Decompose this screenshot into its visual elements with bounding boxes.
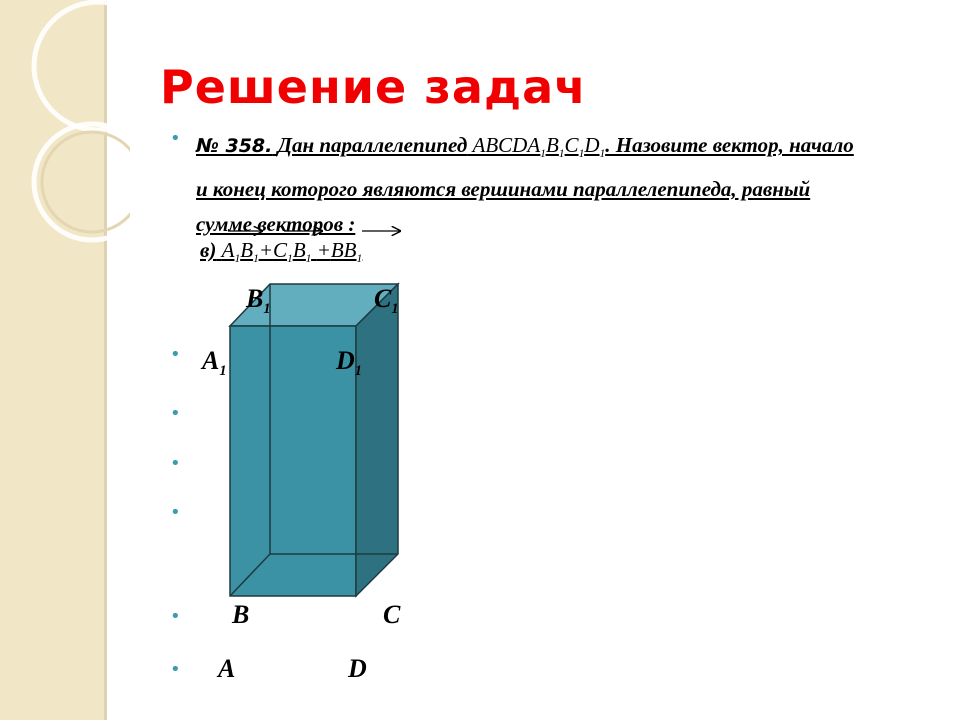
figure-name: $ABCDA_1B_1C_1D_1$ <box>472 133 606 161</box>
vertex-label-d: D <box>348 654 367 683</box>
vertex-label-b1: $B_1$ <box>246 284 271 318</box>
bullet-3: • <box>170 403 181 424</box>
problem-lead: Дан параллелепипед <box>277 133 468 157</box>
vertex-label-c: C <box>383 600 401 629</box>
bullet-4: • <box>170 453 181 474</box>
vertex-label-d1: $D_1$ <box>336 346 362 380</box>
problem-number: № 358. <box>196 135 273 157</box>
bullet-2: • <box>170 344 181 365</box>
bullet-5: • <box>170 502 181 523</box>
problem-question: . Назовите вектор, начало и конец которого являются вершинами параллелепипеда, равный сумме векторов : <box>196 133 854 237</box>
vertex-label-a1: $A_1$ <box>202 346 227 380</box>
page-title: Решение задач <box>160 60 587 114</box>
bullet-6: • <box>170 606 181 627</box>
vertex-label-a: A <box>218 654 236 683</box>
bullet-7: • <box>170 659 181 680</box>
vertex-label-c1: $C_1$ <box>374 284 399 318</box>
box-side-face <box>356 284 398 596</box>
vector-sum: в) $A_1B_1+C_1B_1 +BB_1$ <box>200 238 363 266</box>
vertex-label-b: B <box>232 600 250 629</box>
bullet-1: • <box>170 128 181 149</box>
